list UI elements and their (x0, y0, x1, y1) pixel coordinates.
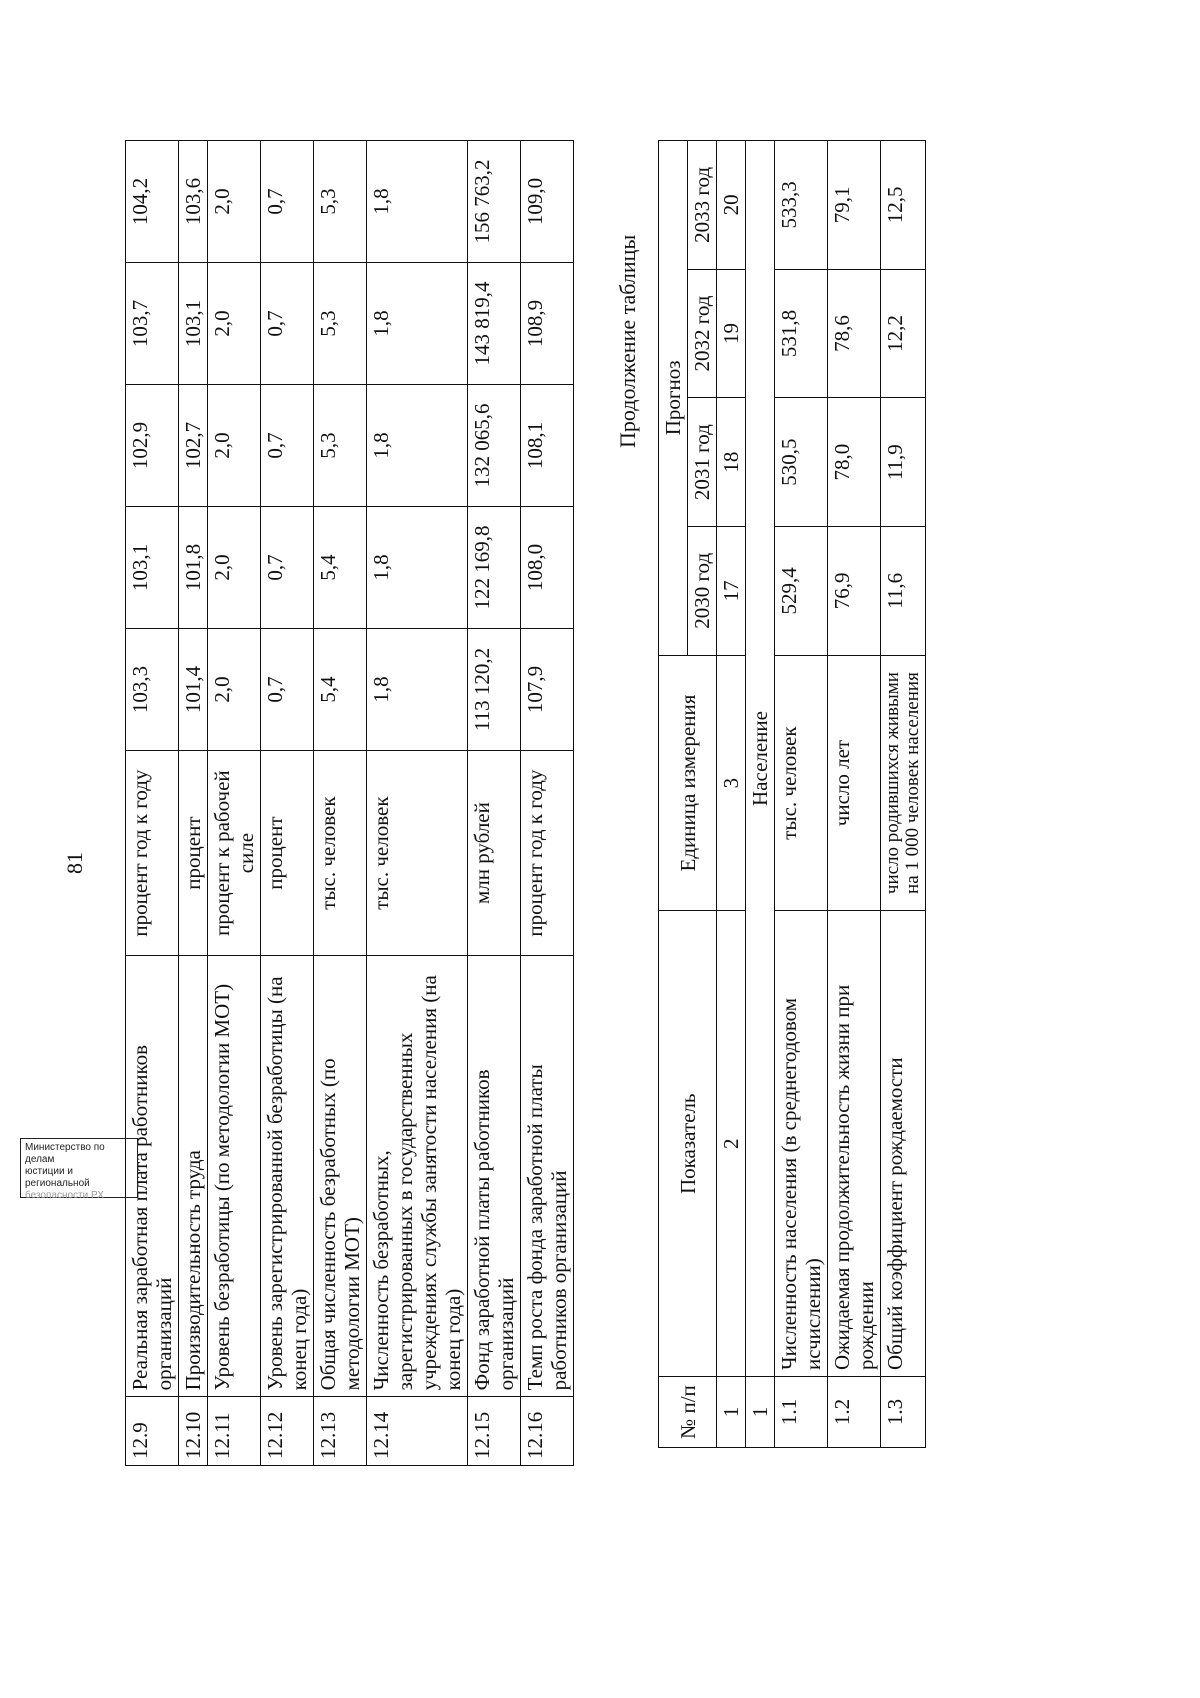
value-cell: 102,7 (179, 385, 208, 507)
value-cell: 108,0 (521, 507, 574, 629)
unit-of-measure: процент к рабочей силе (208, 750, 261, 955)
indicator-name: Общий коэффициент рождаемости (881, 911, 926, 1377)
value-cell: 0,7 (261, 141, 314, 263)
value-cell: 103,3 (126, 629, 179, 751)
indicator-name: Общая численность безработных (по методологии МОТ) (314, 956, 367, 1397)
value-cell: 2,0 (208, 629, 261, 751)
table2-body (746, 141, 775, 1448)
section-row-population (746, 141, 775, 1448)
table2-header (659, 141, 746, 1448)
value-cell: 533,3 (775, 141, 828, 270)
value-cell: 103,1 (179, 263, 208, 385)
row-number: 12.15 (468, 1397, 521, 1466)
stamp-line-3: безопасности РХ (25, 1190, 104, 1201)
colnum-3: 3 (717, 655, 746, 911)
value-cell: 0,7 (261, 385, 314, 507)
value-cell: 102,9 (126, 385, 179, 507)
header-year-2031: 2031 год (688, 398, 717, 527)
table-row (828, 141, 881, 1448)
value-cell: 529,4 (775, 527, 828, 656)
value-cell: 5,4 (314, 507, 367, 629)
table-row (521, 141, 574, 1466)
value-cell: 0,7 (261, 629, 314, 751)
colnum-19: 19 (717, 269, 746, 398)
header-unit: Единица измерения (659, 655, 717, 911)
value-cell: 101,8 (179, 507, 208, 629)
value-cell: 79,1 (828, 141, 881, 270)
unit-of-measure: тыс. человек (775, 655, 828, 911)
value-cell: 103,7 (126, 263, 179, 385)
value-cell: 109,0 (521, 141, 574, 263)
header-num: № п/п (659, 1377, 717, 1448)
value-cell: 5,3 (314, 263, 367, 385)
row-number: 12.9 (126, 1397, 179, 1466)
value-cell: 113 120,2 (468, 629, 521, 751)
unit-of-measure: млн рублей (468, 750, 521, 955)
indicators-table-part2 (658, 140, 926, 1448)
value-cell: 5,4 (314, 629, 367, 751)
row-number: 12.16 (521, 1397, 574, 1466)
unit-of-measure: процент год к году (521, 750, 574, 955)
table-row (126, 141, 179, 1466)
colnum-1: 1 (717, 1377, 746, 1448)
header-forecast: Прогноз (659, 141, 688, 656)
unit-of-measure: процент год к году (126, 750, 179, 955)
table-row (314, 141, 367, 1466)
value-cell: 0,7 (261, 263, 314, 385)
table-row (367, 141, 468, 1466)
value-cell: 12,2 (881, 269, 926, 398)
value-cell: 2,0 (208, 507, 261, 629)
value-cell: 1,8 (367, 263, 468, 385)
value-cell: 103,1 (126, 507, 179, 629)
header-year-2033: 2033 год (688, 141, 717, 270)
unit-of-measure: число лет (828, 655, 881, 911)
table-row (775, 141, 828, 1448)
row-number: 12.12 (261, 1397, 314, 1466)
row-number: 1.2 (828, 1377, 881, 1448)
value-cell: 108,1 (521, 385, 574, 507)
unit-of-measure: тыс. человек (367, 750, 468, 955)
indicator-name: Уровень безработицы (по методологии МОТ) (208, 956, 261, 1397)
row-number: 12.11 (208, 1397, 261, 1466)
indicators-table-part1 (125, 140, 574, 1466)
header-indicator: Показатель (659, 911, 717, 1377)
unit-of-measure: тыс. человек (314, 750, 367, 955)
section-num: 1 (746, 1377, 775, 1448)
table-row (261, 141, 314, 1466)
indicator-name: Темп роста фонда заработной платы работников организаций (521, 956, 574, 1397)
header-year-2032: 2032 год (688, 269, 717, 398)
value-cell: 1,8 (367, 629, 468, 751)
value-cell: 143 819,4 (468, 263, 521, 385)
section-title: Население (746, 141, 775, 1377)
table-row (179, 141, 208, 1466)
value-cell: 156 763,2 (468, 141, 521, 263)
indicator-name: Численность населения (в среднегодовом исчислении) (775, 911, 828, 1377)
value-cell: 104,2 (126, 141, 179, 263)
stamp-line-2: юстиции и региональной (25, 1166, 90, 1189)
value-cell: 11,9 (881, 398, 926, 527)
value-cell: 78,0 (828, 398, 881, 527)
header-year-2030: 2030 год (688, 527, 717, 656)
value-cell: 0,7 (261, 507, 314, 629)
value-cell: 1,8 (367, 507, 468, 629)
value-cell: 132 065,6 (468, 385, 521, 507)
colnum-17: 17 (717, 527, 746, 656)
value-cell: 2,0 (208, 141, 261, 263)
indicator-name: Фонд заработной платы работников организаций (468, 956, 521, 1397)
value-cell: 103,6 (179, 141, 208, 263)
value-cell: 1,8 (367, 385, 468, 507)
value-cell: 531,8 (775, 269, 828, 398)
table-row (208, 141, 261, 1466)
value-cell: 108,9 (521, 263, 574, 385)
registration-stamp (20, 1138, 138, 1201)
value-cell: 2,0 (208, 385, 261, 507)
table-row (468, 141, 521, 1466)
indicator-name: Численность безработных, зарегистрированных в государственных учреждениях службы занятости населения (на конец года) (367, 956, 468, 1397)
row-number: 1.1 (775, 1377, 828, 1448)
indicators-table-part1-body (126, 141, 574, 1466)
colnum-20: 20 (717, 141, 746, 270)
value-cell: 1,8 (367, 141, 468, 263)
table2-column-numbers-row (717, 141, 746, 1448)
row-number: 12.10 (179, 1397, 208, 1466)
value-cell: 5,3 (314, 385, 367, 507)
indicator-name: Реальная заработная плата работников организаций (126, 956, 179, 1397)
table2-header-row-top (659, 141, 688, 1448)
value-cell: 122 169,8 (468, 507, 521, 629)
value-cell: 101,4 (179, 629, 208, 751)
table2-data-rows (775, 141, 926, 1448)
table-row (881, 141, 926, 1448)
stamp-line-1: Министерство по делам (25, 1142, 105, 1165)
unit-of-measure: число родившихся живыми на 1 000 человек населения (881, 655, 926, 911)
continuation-label: Продолжение таблицы (615, 234, 640, 448)
value-cell: 76,9 (828, 527, 881, 656)
colnum-18: 18 (717, 398, 746, 527)
indicator-name: Уровень зарегистрированной безработицы (на конец года) (261, 956, 314, 1397)
value-cell: 5,3 (314, 141, 367, 263)
colnum-2: 2 (717, 911, 746, 1377)
value-cell: 78,6 (828, 269, 881, 398)
value-cell: 12,5 (881, 141, 926, 270)
value-cell: 107,9 (521, 629, 574, 751)
row-number: 12.14 (367, 1397, 468, 1466)
value-cell: 2,0 (208, 263, 261, 385)
indicator-name: Ожидаемая продолжительность жизни при рождении (828, 911, 881, 1377)
unit-of-measure: процент (179, 750, 208, 955)
page-number: 81 (62, 852, 87, 874)
value-cell: 11,6 (881, 527, 926, 656)
unit-of-measure: процент (261, 750, 314, 955)
row-number: 1.3 (881, 1377, 926, 1448)
indicator-name: Производительность труда (179, 956, 208, 1397)
value-cell: 530,5 (775, 398, 828, 527)
row-number: 12.13 (314, 1397, 367, 1466)
